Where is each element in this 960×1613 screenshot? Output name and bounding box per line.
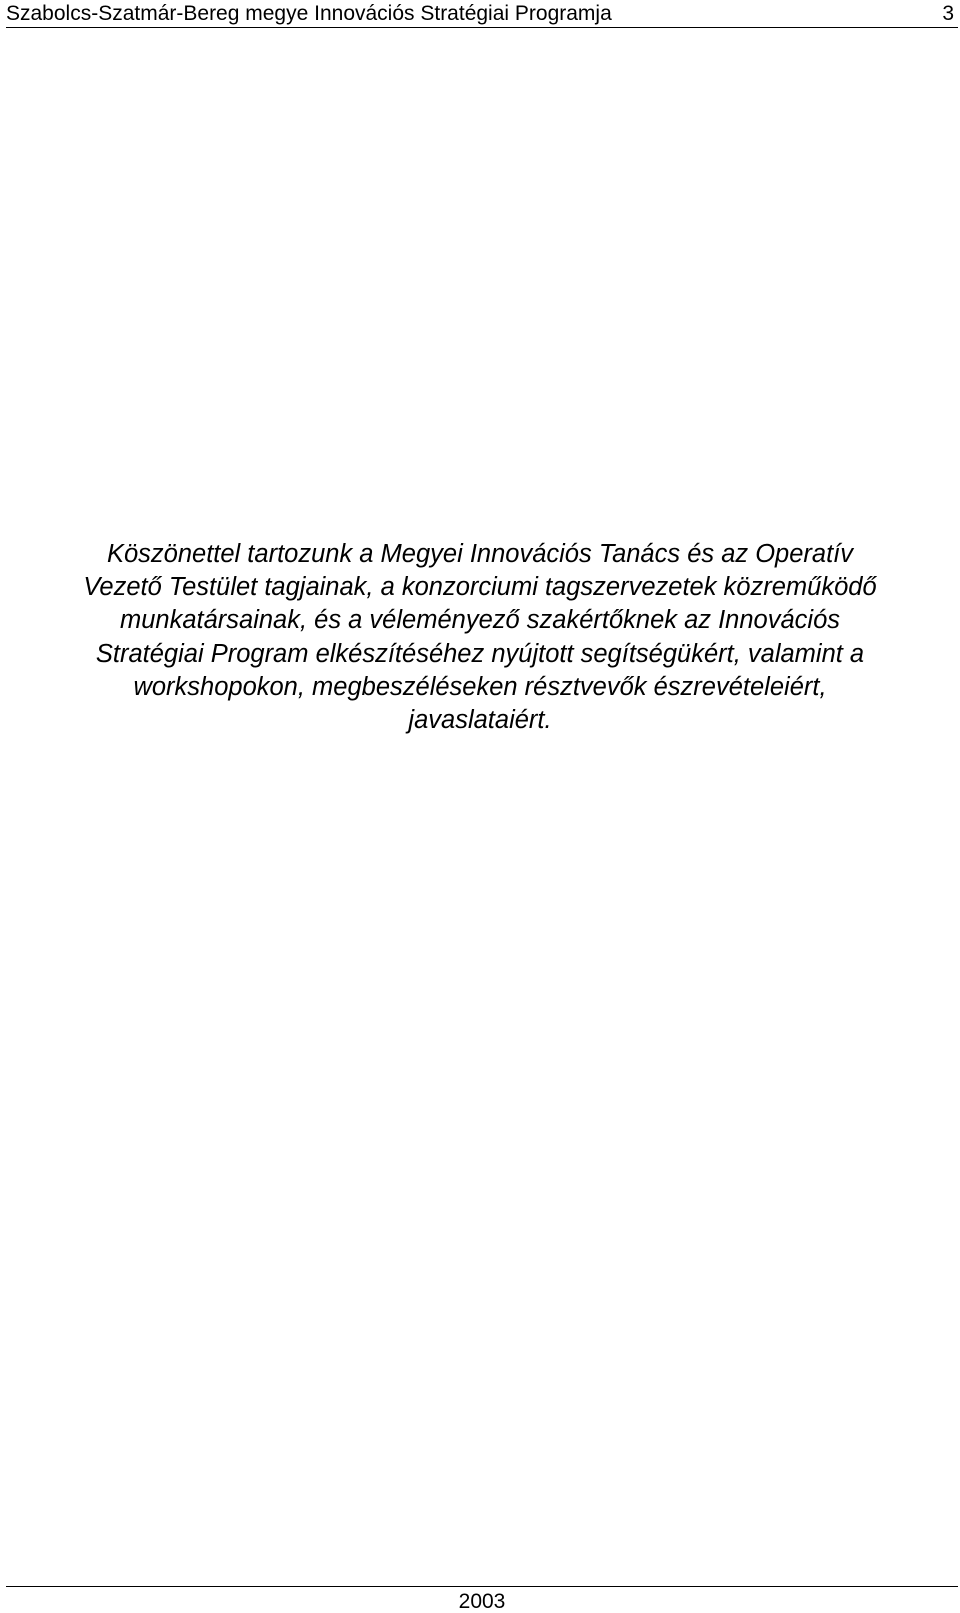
- acknowledgement-line: munkatársainak, és a véleményező szakértőknek az Innovációs: [119, 606, 841, 635]
- page-header: [6, 0, 958, 28]
- acknowledgement-paragraph: [20, 538, 940, 737]
- acknowledgement-line: Vezető Testület tagjainak, a konzorciumi tagszervezetek közreműködő: [83, 573, 877, 602]
- header-title: Szabolcs-Szatmár-Bereg megye Innovációs Stratégiai Programja: [6, 2, 612, 25]
- acknowledgement-line: workshopokon, megbeszéléseken résztvevők észrevételeiért,: [133, 672, 827, 701]
- footer-year: 2003: [458, 1590, 506, 1613]
- acknowledgement-line: javaslataiért.: [408, 706, 552, 735]
- page-number: 3: [942, 2, 954, 25]
- acknowledgement-line: Köszönettel tartozunk a Megyei Innovációs Tanács és az Operatív: [106, 540, 854, 568]
- acknowledgement-line: Stratégiai Program elkészítéséhez nyújtott segítségükért, valamint a: [95, 639, 865, 668]
- page-footer: [6, 1586, 958, 1613]
